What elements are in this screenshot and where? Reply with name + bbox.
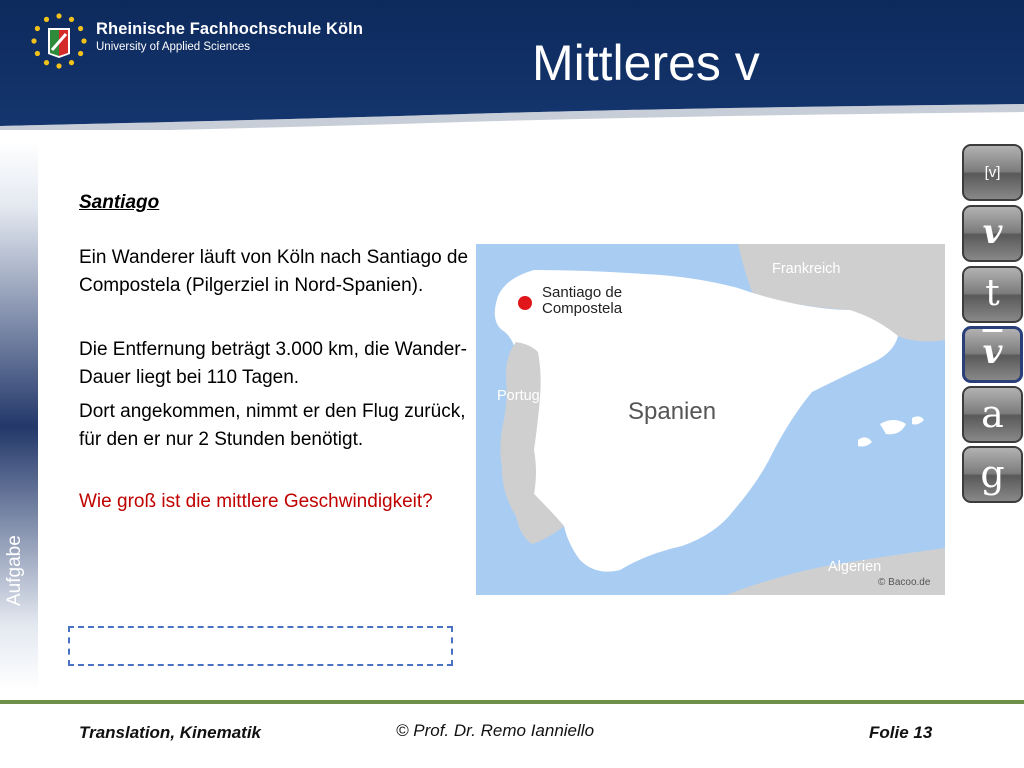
task-paragraph: Dort angekommen, nimmt er den Flug zurück, für den er nur 2 Stunden benötigt.: [79, 401, 466, 450]
footer-slide-number: Folie 13: [869, 723, 933, 742]
time-t-button[interactable]: [962, 266, 1023, 323]
university-subtitle: University of Applied Sciences: [96, 41, 251, 53]
map-label-portugal: Portugal: [497, 388, 552, 404]
map-label-frankreich: Frankreich: [772, 261, 841, 277]
spain-map: [476, 244, 945, 595]
gravity-g-button[interactable]: [962, 446, 1023, 503]
button-label: [v]: [984, 164, 1001, 181]
answer-box[interactable]: [68, 626, 453, 666]
section-label: Aufgabe: [4, 535, 25, 606]
velocity-v-button[interactable]: [962, 205, 1023, 262]
slide-header: [0, 0, 1024, 130]
task-question: Wie groß ist die mittlere Geschwindigkeit?: [79, 491, 433, 512]
task-heading: Santiago: [79, 192, 160, 213]
map-label-spanien: Spanien: [628, 398, 717, 425]
button-label: g: [980, 452, 1005, 496]
task-paragraph: Ein Wanderer läuft von Köln nach Santiago de Compostela (Pilgerziel in Nord-Spanien).: [79, 247, 469, 296]
button-label: a: [981, 392, 1004, 436]
vector-v-button[interactable]: [962, 144, 1023, 201]
map-label-algerien: Algerien: [828, 559, 882, 575]
slide-title: Mittleres v: [532, 35, 760, 91]
footer-author: © Prof. Dr. Remo Ianniello: [396, 721, 595, 740]
footer-topic: Translation, Kinematik: [79, 723, 262, 742]
map-credit: © Bacoo.de: [878, 577, 931, 588]
mean-velocity-button[interactable]: [962, 326, 1023, 383]
task-paragraph: Die Entfernung beträgt 3.000 km, die Wander-Dauer liegt bei 110 Tagen.: [79, 339, 467, 388]
acceleration-a-button[interactable]: [962, 386, 1023, 443]
university-name: Rheinische Fachhochschule Köln: [96, 20, 364, 38]
button-label: t: [985, 273, 1000, 314]
button-label: $\overline{v}$: [982, 332, 1003, 372]
button-label: v: [982, 212, 1003, 252]
section-sidebar: [0, 142, 38, 690]
university-logo: [30, 12, 88, 70]
footer-divider: [0, 700, 1024, 704]
santiago-marker: [518, 296, 532, 310]
map-label-santiago: Santiago de Compostela: [542, 284, 623, 317]
